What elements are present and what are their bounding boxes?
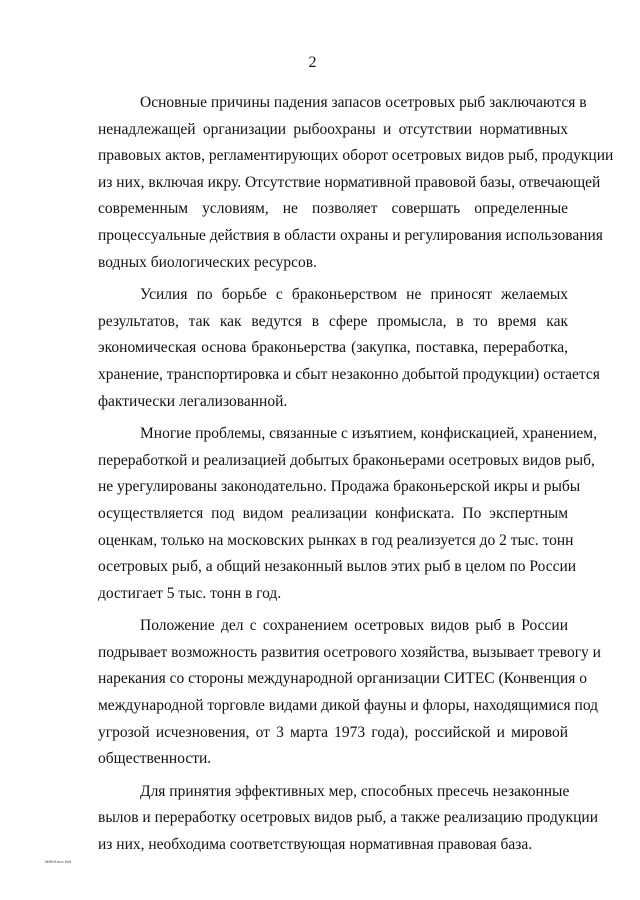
text-line: оценкам, только на московских рынках в год реализуется до 2 тыс. тонн — [98, 531, 574, 549]
text-line: не урегулированы законодательно. Продажа браконьерской икры и рыбы — [98, 478, 581, 496]
text-line: переработкой и реализацией добытых браконьерами осетровых видов рыб, — [98, 451, 595, 469]
document-body — [98, 90, 614, 859]
paragraph — [98, 613, 601, 773]
text-line: международной торговле видами дикой фауны и флоры, находящимися под — [98, 697, 599, 715]
text-line: процессуальные действия в области охраны и регулирования использования — [98, 226, 603, 244]
text-line: общественности. — [98, 750, 212, 768]
text-line: экономическая основа браконьерства (закупка, поставка, переработка, — [98, 339, 568, 357]
text-line: достигает 5 тыс. тонн в год. — [98, 584, 282, 602]
text-line: осуществляется под видом реализации конфиската. По экспертным — [98, 504, 568, 522]
document-file-reference: МИБ9.doc 645 — [45, 859, 72, 864]
page-number: 2 — [308, 54, 317, 71]
text-line: Для принятия эффективных мер, способных пресечь незаконные — [140, 782, 570, 800]
text-line: Многие проблемы, связанные с изъятием, конфискацией, хранением, — [140, 425, 597, 443]
text-line: Положение дел с сохранением осетровых видов рыб в России — [140, 617, 568, 635]
text-line: фактически легализованной. — [98, 392, 288, 410]
text-line: вылов и переработку осетровых видов рыб, а также реализацию продукции — [98, 809, 599, 827]
text-line: результатов, так как ведутся в сфере промысла, в то время как — [98, 312, 568, 330]
text-line: Основные причины падения запасов осетровых рыб заключаются в — [140, 94, 587, 111]
text-line: водных биологических ресурсов. — [98, 253, 318, 271]
paragraph — [98, 90, 614, 276]
text-line: правовых актов, регламентирующих оборот осетровых видов рыб, продукции — [98, 147, 614, 165]
text-line: из них, включая икру. Отсутствие нормативной правовой базы, отвечающей — [98, 173, 601, 191]
text-line: осетровых рыб, а общий незаконный вылов этих рыб в целом по России — [98, 558, 577, 576]
text-line: современным условиям, не позволяет совершать определенные — [98, 200, 568, 218]
paragraph — [98, 282, 600, 415]
text-line: хранение, транспортировка и сбыт незаконно добытой продукции) остается — [98, 365, 600, 383]
paragraph — [98, 421, 597, 607]
paragraph — [98, 779, 599, 859]
text-line: из них, необходима соответствующая нормативная правовая база. — [98, 836, 533, 854]
text-line: подрывает возможность развития осетрового хозяйства, вызывает тревогу и — [98, 643, 601, 661]
text-line: угрозой исчезновения, от 3 марта 1973 года), российской и мировой — [98, 723, 568, 741]
text-line: Усилия по борьбе с браконьерством не приносят желаемых — [140, 286, 568, 304]
text-line: нарекания со стороны международной организации СИТЕС (Конвенция о — [98, 670, 588, 688]
text-line: ненадлежащей организации рыбоохраны и отсутствии нормативных — [98, 120, 568, 138]
